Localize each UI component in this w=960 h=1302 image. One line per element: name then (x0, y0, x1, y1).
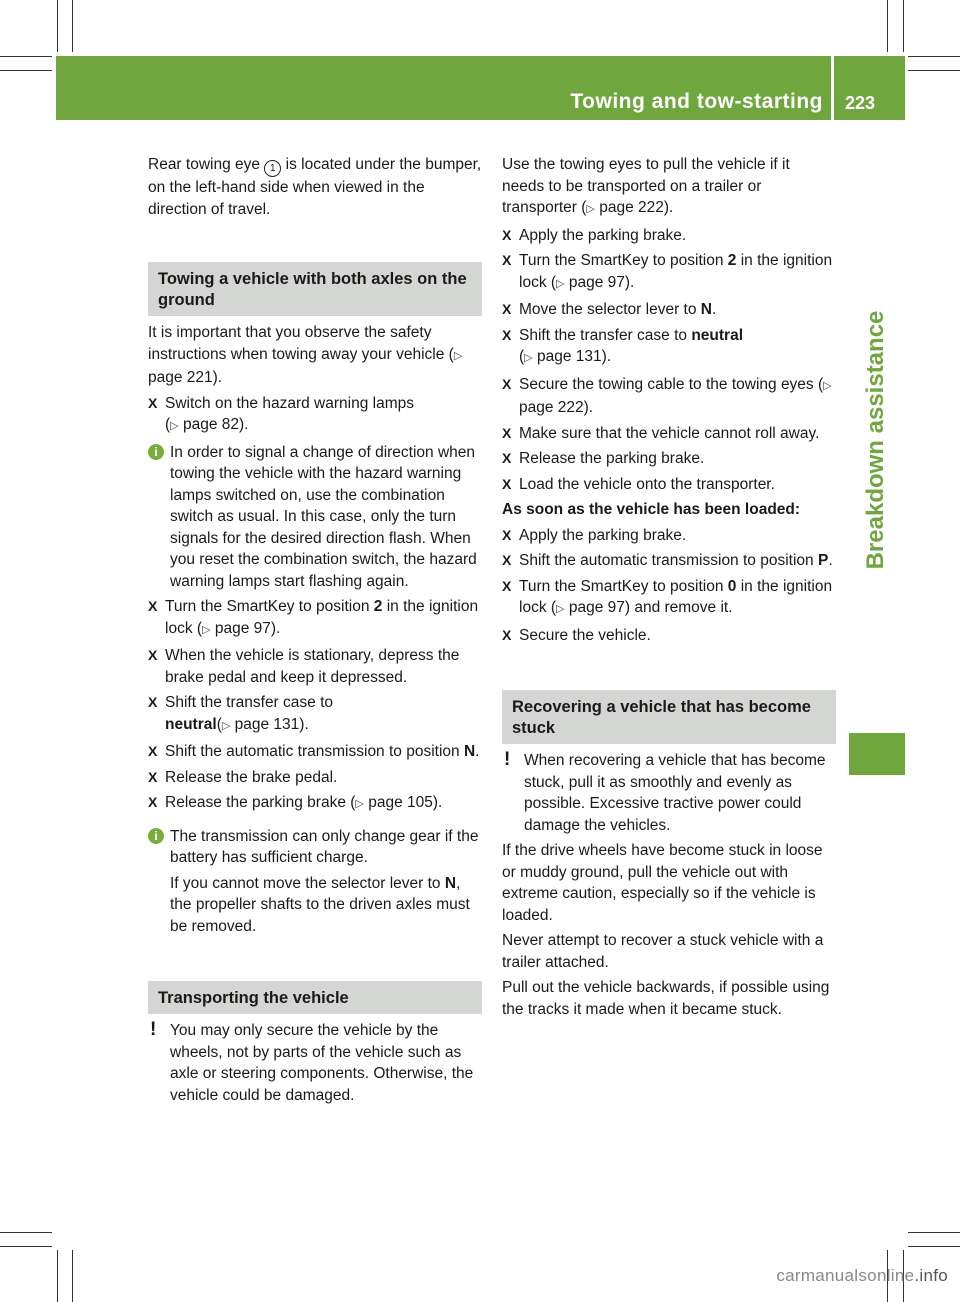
page-ref-arrow-icon: ▷ (524, 352, 533, 364)
page-ref-arrow-icon: ▷ (355, 798, 364, 810)
watermark: carmanualsonline.info (776, 1266, 948, 1285)
paragraph: Pull out the vehicle backwards, if possible using the tracks it made when it became stuck. (502, 979, 830, 1018)
list-item: X Shift the transfer case to neutral(▷ page 131). (148, 694, 334, 733)
step-marker-icon: X (502, 577, 512, 594)
crop-mark (903, 0, 904, 52)
list-item: X Apply the parking brake. (502, 525, 836, 547)
info-note: i The transmission can only change gear if the battery has sufficient charge. If you cannot move the selector lever to N, the propeller shafts to the driven axles must be removed. (148, 826, 482, 938)
crop-mark (908, 1232, 960, 1233)
step-marker-icon: X (502, 375, 512, 392)
crop-mark (57, 1250, 58, 1302)
right-column (502, 154, 836, 1024)
crop-mark (57, 0, 58, 52)
list-item: X When the vehicle is stationary, depress the brake pedal and keep it depressed. (148, 647, 460, 686)
list-item: X Turn the SmartKey to position 2 in the ignition lock (▷ page 97). (148, 598, 479, 637)
list-item: X Release the parking brake. (502, 448, 836, 470)
crop-mark (908, 70, 960, 71)
section-heading-transporting: Transporting the vehicle (148, 981, 482, 1014)
paragraph: If the drive wheels have become stuck in loose or muddy ground, pull the vehicle out with extreme caution, especially so if the vehicle is loaded. (502, 842, 823, 924)
list-item: X Move the selector lever to N. (502, 299, 836, 321)
warning-note: ! When recovering a vehicle that has become stuck, pull it as smoothly and evenly as possible. Excessive tractive power could damage the vehicles. (504, 749, 826, 834)
left-column (148, 154, 482, 1110)
step-marker-icon: X (502, 475, 512, 492)
step-marker-icon: X (502, 552, 512, 568)
section-heading-towing: Towing a vehicle with both axles on the ground (148, 262, 482, 316)
list-item: X Secure the towing cable to the towing eyes (▷ page 222). (502, 375, 832, 416)
list-item: X Switch on the hazard warning lamps (▷ page 82). (148, 394, 414, 433)
page-ref-arrow-icon: ▷ (170, 420, 179, 432)
list-item: X Shift the automatic transmission to position P. (502, 550, 836, 572)
crop-mark (72, 0, 73, 52)
step-marker-icon: X (148, 743, 158, 759)
list-item: X Shift the transfer case to neutral (▷ page 131). (502, 326, 744, 365)
page-ref-arrow-icon: ▷ (586, 203, 595, 215)
crop-mark (0, 1246, 52, 1247)
section-heading-recovering: Recovering a vehicle that has become stuck (502, 690, 836, 744)
crop-mark (908, 56, 960, 57)
page-number: 223 (845, 93, 876, 113)
step-marker-icon: X (148, 394, 158, 411)
crop-mark (887, 0, 888, 52)
step-marker-icon: X (502, 424, 512, 441)
list-item: X Shift the automatic transmission to position N. (148, 741, 482, 763)
paragraph: Never attempt to recover a stuck vehicle with a trailer attached. (502, 932, 824, 971)
list-item: X Load the vehicle onto the transporter. (502, 474, 836, 496)
step-marker-icon: X (148, 647, 158, 663)
crop-mark (908, 1246, 960, 1247)
page-ref-arrow-icon: ▷ (202, 623, 211, 636)
subheading: As soon as the vehicle has been loaded: (502, 501, 801, 518)
step-marker-icon: X (502, 252, 512, 268)
page-ref-arrow-icon: ▷ (221, 719, 231, 732)
list-item: X Make sure that the vehicle cannot roll away. (502, 423, 836, 445)
paragraph: It is important that you observe the safety instructions when towing away your vehicle (▷ page 221). (148, 324, 463, 386)
paragraph: Use the towing eyes to pull the vehicle if it needs to be transported on a trailer or transporter (▷ page 222). (502, 156, 790, 216)
page-ref-arrow-icon: ▷ (556, 603, 565, 615)
header-divider (831, 56, 834, 120)
page-ref-arrow-icon: ▷ (453, 349, 463, 362)
list-item: X Apply the parking brake. (502, 225, 836, 247)
info-icon: i (148, 444, 164, 460)
step-marker-icon: X (148, 694, 158, 710)
list-item: X Release the parking brake (▷ page 105). (148, 792, 482, 816)
callout-1-icon: 1 (264, 160, 281, 177)
crop-mark (0, 56, 52, 57)
step-marker-icon: X (502, 326, 512, 343)
step-marker-icon: X (502, 301, 512, 317)
list-item: X Turn the SmartKey to position 2 in the ignition lock (▷ page 97). (502, 252, 833, 291)
page-ref-arrow-icon: ▷ (823, 379, 832, 392)
side-tab-marker (849, 733, 905, 775)
page-title: Towing and tow-starting (570, 90, 823, 113)
step-marker-icon: X (502, 526, 512, 543)
crop-mark (0, 1232, 52, 1233)
list-item: X Secure the vehicle. (502, 625, 836, 647)
step-marker-icon: X (502, 626, 512, 643)
step-marker-icon: X (148, 794, 158, 810)
warning-icon: ! (150, 1019, 157, 1040)
crop-mark (0, 70, 52, 71)
step-marker-icon: X (148, 768, 158, 785)
info-note: i In order to signal a change of direction when towing the vehicle with the hazard warning lamps switched on, use the combination switch as usual. In this case, only the turn signals for the desired direction flash. When you reset the combination switch, the hazard warning lamps start flashing again. (148, 442, 482, 593)
list-item: X Turn the SmartKey to position 0 in the ignition lock (▷ page 97) and remove it. (502, 577, 833, 616)
list-item: X Release the brake pedal. (148, 767, 482, 789)
page-ref-arrow-icon: ▷ (556, 277, 565, 290)
info-icon: i (148, 828, 164, 844)
side-tab-label: Breakdown assistance (862, 310, 889, 570)
intro-paragraph: Rear towing eye 1 is located under the bumper, on the left-hand side when viewed in the direction of travel. (148, 156, 482, 218)
step-marker-icon: X (148, 598, 158, 614)
warning-icon: ! (504, 749, 511, 770)
step-marker-icon: X (502, 226, 512, 243)
crop-mark (72, 1250, 73, 1302)
warning-note: ! You may only secure the vehicle by the wheels, not by parts of the vehicle such as axle or steering components. Otherwise, the vehicle could be damaged. (150, 1019, 474, 1104)
step-marker-icon: X (502, 450, 512, 466)
